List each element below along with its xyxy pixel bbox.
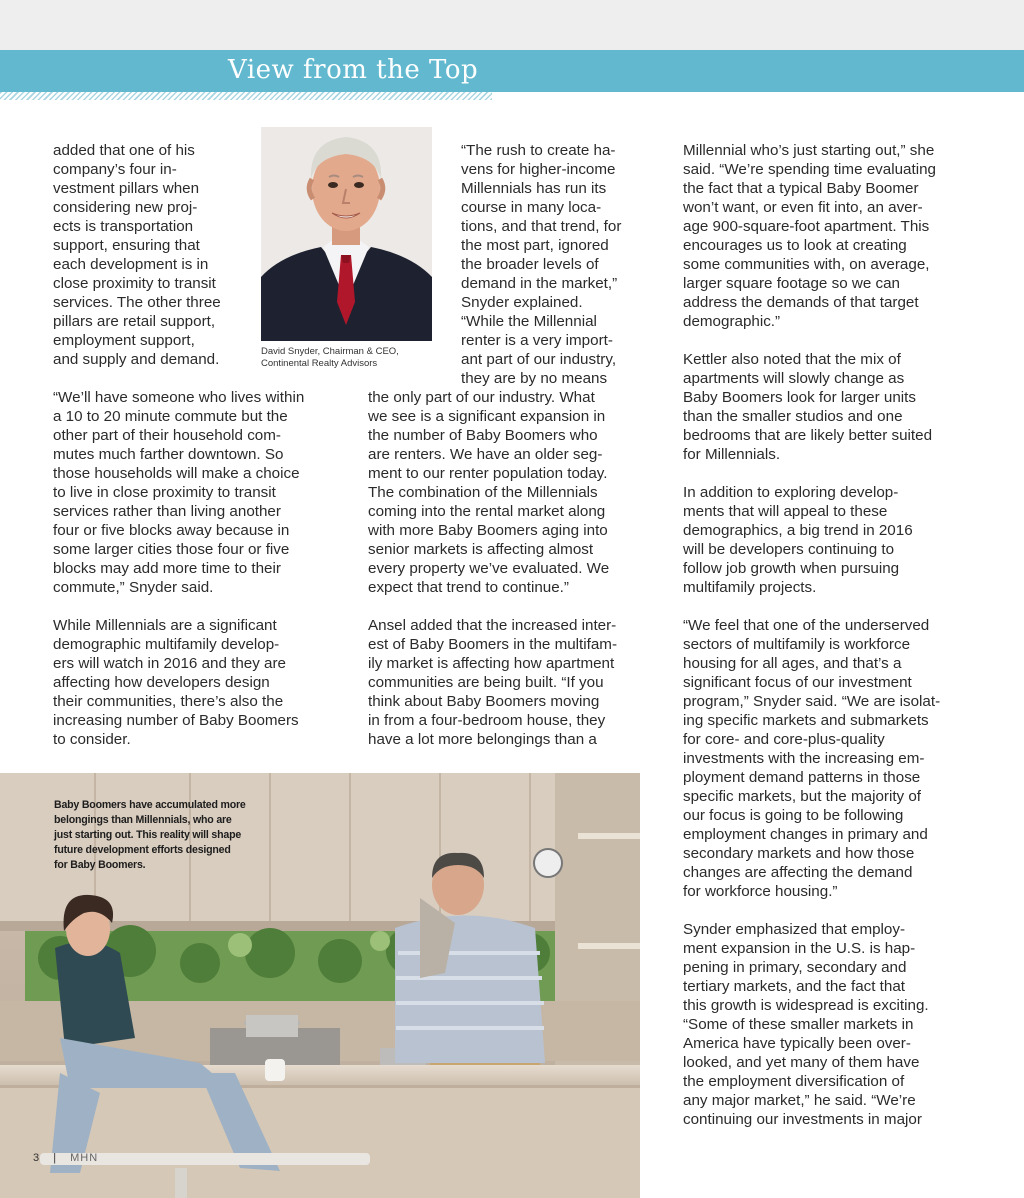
portrait-caption-line: Continental Realty Advisors [261,357,378,369]
text-line: ant part of our industry, [461,351,617,368]
text-line: the most part, ignored [461,237,609,254]
publication-name: MHN [70,1152,99,1164]
text-line: ment expansion in the U.S. is hap- [683,940,916,957]
text-line: communities are being built. “If you [368,674,604,691]
text-line: they are by no means [461,370,608,387]
text-line: course in many loca- [461,199,602,216]
text-line: demand in the market,” [461,275,618,292]
text-line: added that one of his [53,142,195,159]
text-line: other part of their household com- [53,427,281,444]
text-line: ers will watch in 2016 and they are [53,655,287,672]
text-line: bedrooms that are likely better suited [683,427,933,444]
portrait-caption-line: David Snyder, Chairman & CEO, [261,346,399,357]
text-line: the employment diversification of [683,1073,905,1090]
text-line: for workforce housing.” [683,883,838,900]
text-line: commute,” Snyder said. [53,579,214,596]
text-line: and supply and demand. [53,351,220,368]
text-line: coming into the rental market along [368,503,606,520]
text-line: est of Baby Boomers in the multifam- [368,636,618,653]
text-line: Synder emphasized that employ- [683,921,906,938]
text-line: this growth is widespread is exciting. [683,997,929,1014]
photo-caption-line: future development efforts designed [54,844,231,856]
text-line: Ansel added that the increased inter- [368,617,617,634]
text-line: have a lot more belongings than a [368,731,597,748]
text-line: will be developers continuing to [683,541,895,558]
text-line: America have typically been over- [683,1035,911,1052]
text-line: than the smaller studios and one [683,408,903,425]
text-line: to live in close proximity to transit [53,484,276,501]
page-folio [33,1152,98,1164]
text-line: ily market is affecting how apartment [368,655,615,672]
text-line: are renters. We have an older seg- [368,446,603,463]
text-line: “While the Millennial [461,313,597,330]
text-line: vens for higher-income [461,161,616,178]
text-line: secondary markets and how those [683,845,915,862]
column-2-upper [461,141,661,388]
text-line: demographic.” [683,313,781,330]
photo-caption [54,798,264,873]
text-line: vestment pillars when [53,180,200,197]
text-line: looked, and yet many of them have [683,1054,920,1071]
text-line: each development is in [53,256,209,273]
text-line: housing for all ages, and that’s a [683,655,902,672]
portrait-caption [261,346,399,369]
text-line: the only part of our industry. What [368,389,595,406]
text-line: services rather than living another [53,503,281,520]
text-line: “We feel that one of the underserved [683,617,930,634]
col3-paragraph-1 [683,141,983,331]
text-line: mutes much farther downtown. So [53,446,284,463]
col1-paragraph-2 [53,388,343,597]
text-line: multifamily projects. [683,579,817,596]
text-line: age 900-square-foot apartment. This [683,218,930,235]
col3-paragraph-3 [683,483,983,597]
text-line: sectors of multifamily is workforce [683,636,911,653]
text-line: for Millennials. [683,446,781,463]
section-title: View from the Top [228,55,479,85]
col2-paragraph-1-start [461,141,661,388]
text-line: our focus is going to be following [683,807,904,824]
text-line: increasing number of Baby Boomers [53,712,299,729]
text-line: won’t want, or even fit into, an aver- [683,199,923,216]
text-line: four or five blocks away because in [53,522,290,539]
text-line: In addition to exploring develop- [683,484,899,501]
text-line: in from a four-bedroom house, they [368,712,606,729]
text-line: pillars are retail support, [53,313,216,330]
text-line: The combination of the Millennials [368,484,598,501]
text-line: demographics, a big trend in 2016 [683,522,913,539]
banner-hatch-decoration [0,92,492,100]
text-line: considering new proj- [53,199,198,216]
text-line: encourages us to look at creating [683,237,907,254]
photo-caption-line: Baby Boomers have accumulated more [54,799,246,811]
text-line: investments with the increasing em- [683,750,925,767]
text-line: tions, and that trend, for [461,218,622,235]
text-line: tertiary markets, and the fact that [683,978,906,995]
portrait-photo [261,127,432,341]
col3-paragraph-4 [683,616,983,901]
text-line: ects is transportation [53,218,194,235]
text-line: some communities with, on average, [683,256,930,273]
text-line: changes are affecting the demand [683,864,913,881]
photo-caption-line: just starting out. This reality will shape [54,829,242,841]
page-number: 3 [33,1152,41,1164]
text-line: While Millennials are a significant [53,617,277,634]
text-line: program,” Snyder said. “We are isolat- [683,693,941,710]
text-line: larger square footage so we can [683,275,900,292]
text-line: the fact that a typical Baby Boomer [683,180,919,197]
text-line: we see is a significant expansion in [368,408,606,425]
text-line: any major market,” he said. “We’re [683,1092,916,1109]
col1-paragraph-3 [53,616,343,749]
text-line: the broader levels of [461,256,599,273]
text-line: a 10 to 20 minute commute but the [53,408,288,425]
text-line: company’s four in- [53,161,177,178]
text-line: continuing our investments in major [683,1111,922,1128]
col2-paragraph-1-continued [368,388,668,597]
text-line: support, ensuring that [53,237,200,254]
text-line: to consider. [53,731,131,748]
photo-caption-line: belongings than Millennials, who are [54,814,232,826]
text-line: Millennials has run its [461,180,607,197]
text-line: ployment demand patterns in those [683,769,921,786]
text-line: with more Baby Boomers aging into [368,522,608,539]
text-line: Baby Boomers look for larger units [683,389,916,406]
col2-paragraph-2 [368,616,668,749]
text-line: Snyder explained. [461,294,583,311]
text-line: expect that trend to continue.” [368,579,569,596]
col3-paragraph-5 [683,920,983,1129]
text-line: ing specific markets and submarkets [683,712,929,729]
page-top-margin [0,0,1024,50]
text-line: affecting how developers design [53,674,270,691]
text-line: close proximity to transit [53,275,216,292]
text-line: “We’ll have someone who lives within [53,389,305,406]
text-line: ment to our renter population today. [368,465,608,482]
text-line: every property we’ve evaluated. We [368,560,610,577]
column-3 [683,141,983,1129]
text-line: apartments will slowly change as [683,370,905,387]
text-line: some larger cities those four or five [53,541,290,558]
text-line: employment changes in primary and [683,826,928,843]
text-line: the number of Baby Boomers who [368,427,598,444]
text-line: said. “We’re spending time evaluating [683,161,936,178]
text-line: services. The other three [53,294,221,311]
text-line: blocks may add more time to their [53,560,281,577]
column-2 [368,388,668,749]
folio-separator: | [53,1152,58,1164]
section-banner [0,50,1024,92]
text-line: pening in primary, secondary and [683,959,907,976]
text-line: those households will make a choice [53,465,300,482]
text-line: address the demands of that target [683,294,919,311]
text-line: follow job growth when pursuing [683,560,900,577]
text-line: for core- and core-plus-quality [683,731,885,748]
text-line: “Some of these smaller markets in [683,1016,914,1033]
text-line: senior markets is affecting almost [368,541,594,558]
text-line: “The rush to create ha- [461,142,616,159]
text-line: Kettler also noted that the mix of [683,351,901,368]
text-line: renter is a very import- [461,332,613,349]
text-line: employment support, [53,332,195,349]
text-line: ments that will appeal to these [683,503,888,520]
photo-caption-line: for Baby Boomers. [54,859,146,871]
text-line: demographic multifamily develop- [53,636,280,653]
text-line: think about Baby Boomers moving [368,693,600,710]
col3-paragraph-2 [683,350,983,464]
text-line: significant focus of our investment [683,674,912,691]
text-line: specific markets, but the majority of [683,788,922,805]
text-line: their communities, there’s also the [53,693,284,710]
text-line: Millennial who’s just starting out,” she [683,142,935,159]
